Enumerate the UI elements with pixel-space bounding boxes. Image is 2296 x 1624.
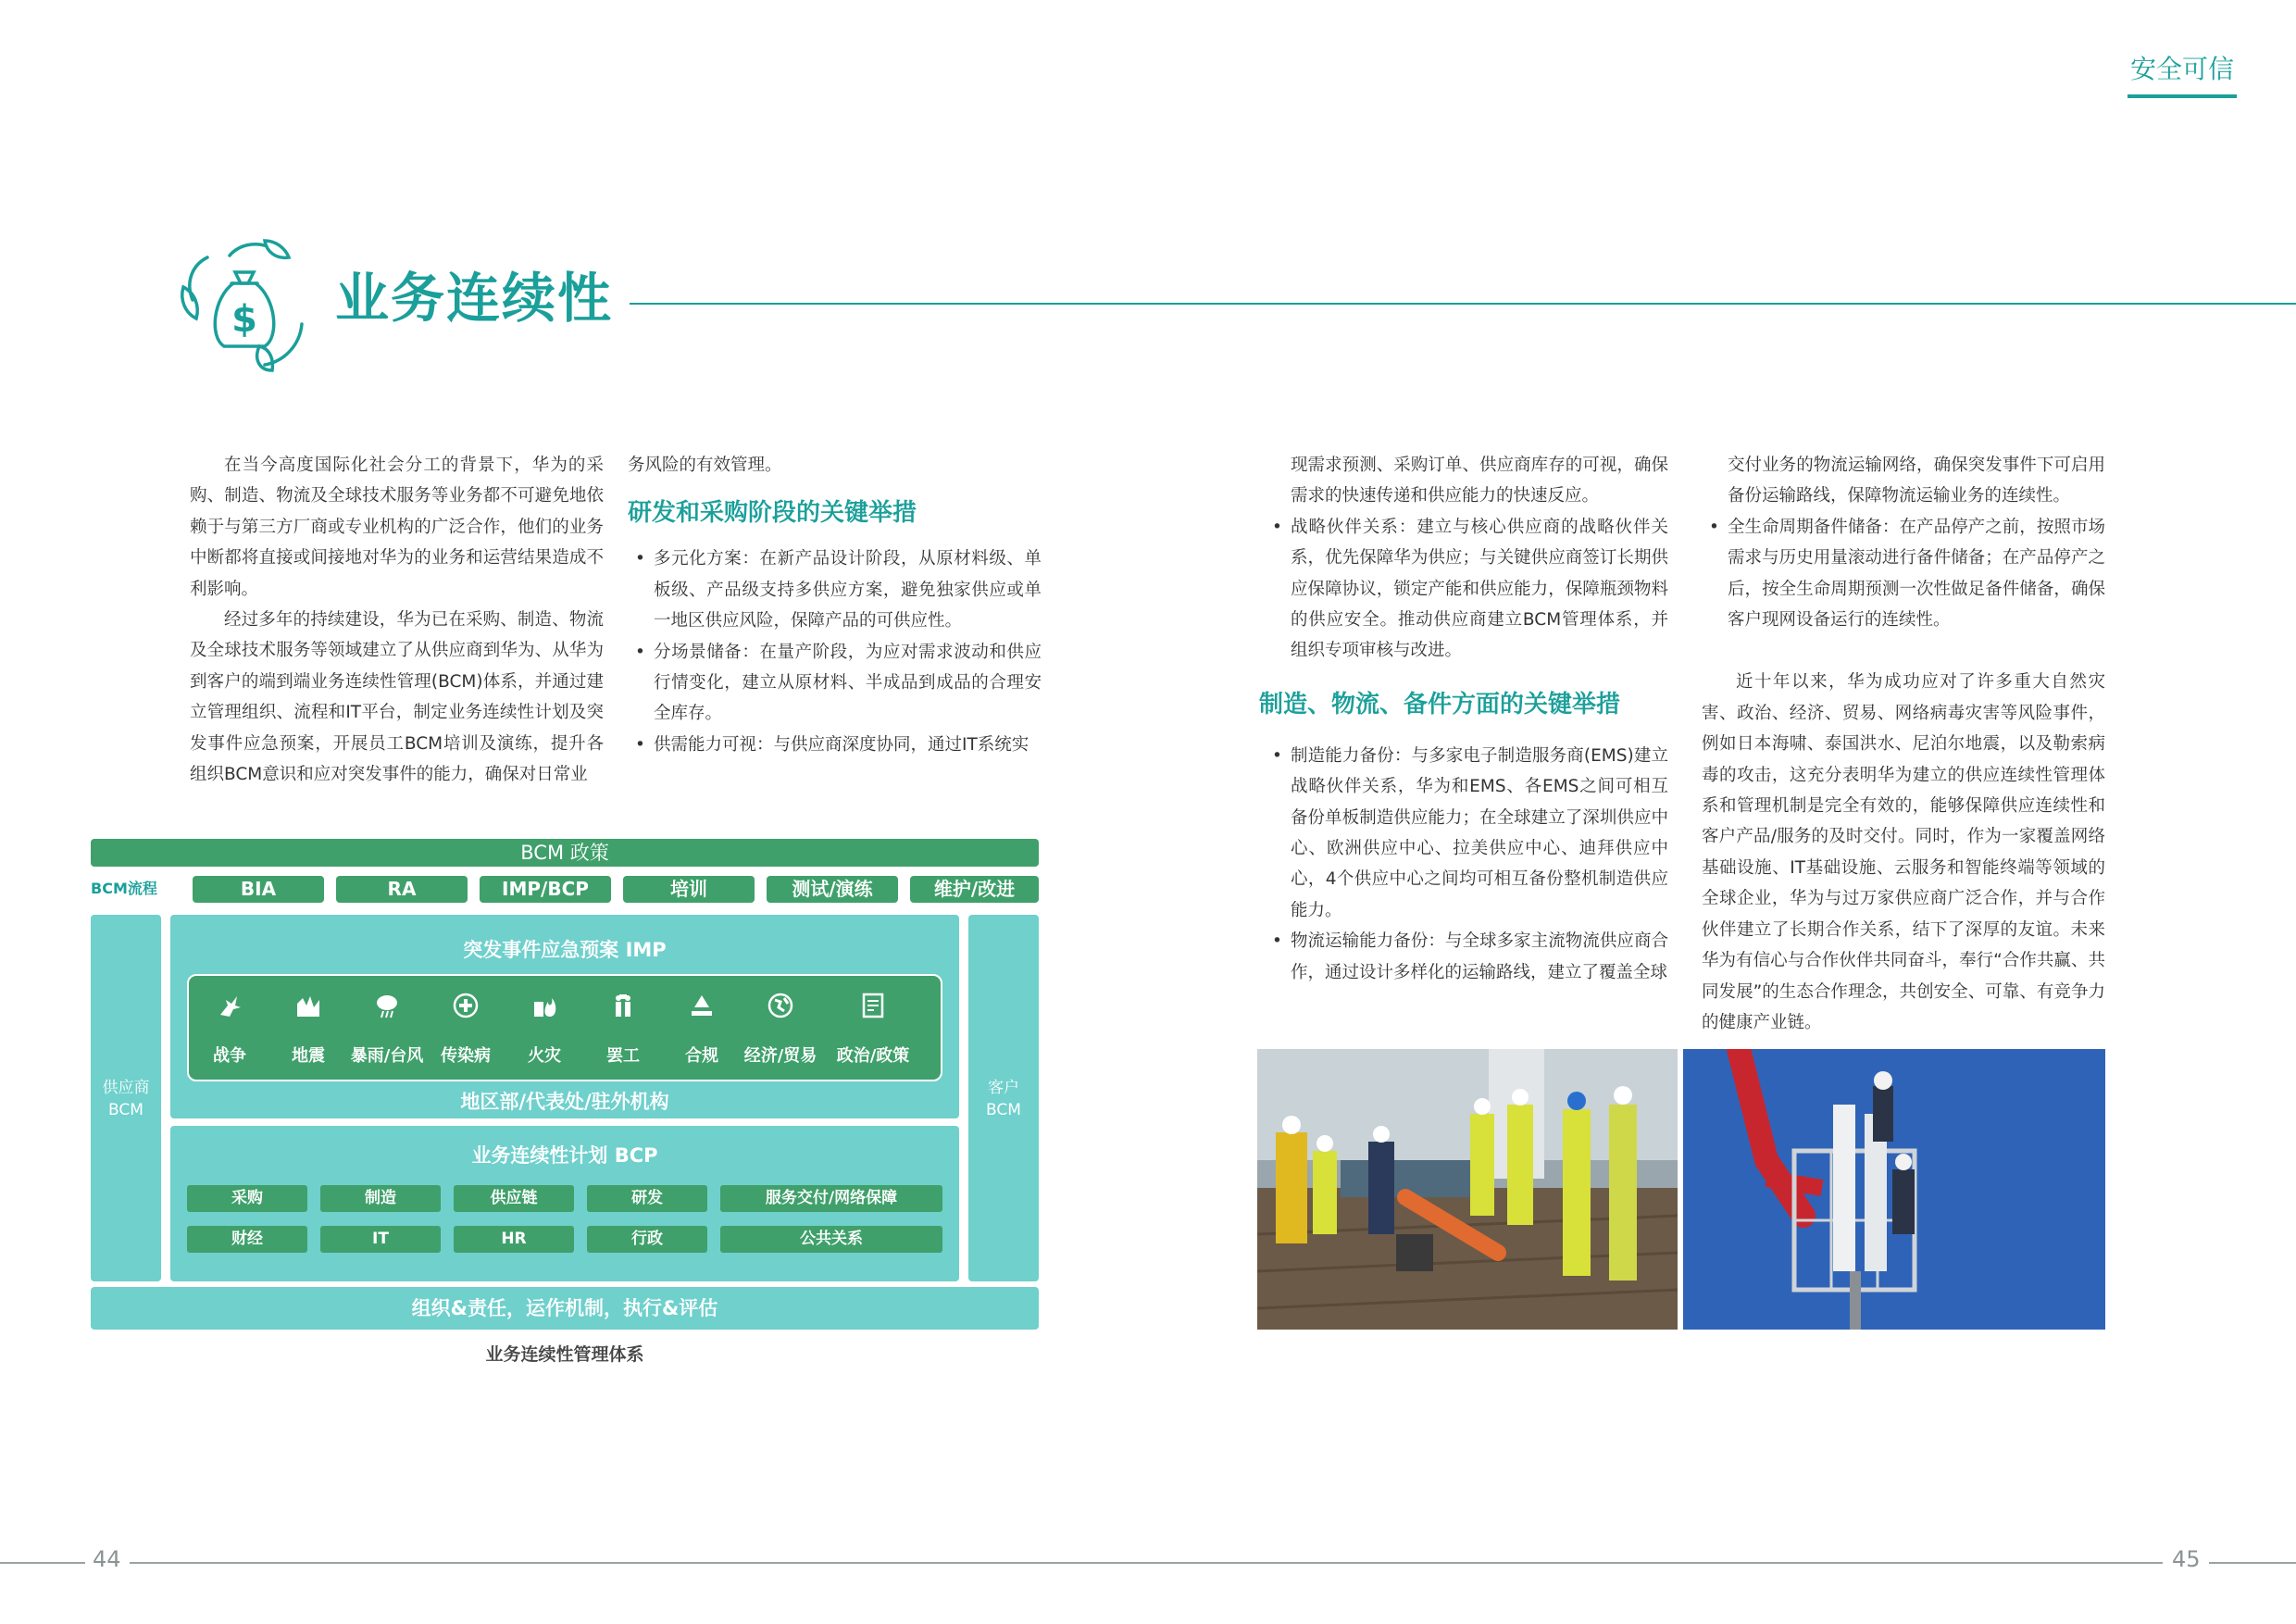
customer-bcm-label: BCM xyxy=(986,1101,1021,1119)
process-imp-bcp: IMP/BCP xyxy=(480,876,611,903)
event-epidemic: 传染病 xyxy=(429,976,503,1078)
bcp-it: IT xyxy=(320,1226,441,1253)
imp-panel xyxy=(170,915,959,1118)
list-item: • 物流运输能力备份：与全球多家主流物流供应商合作，通过设计多样化的运输路线，建立了覆盖全球 xyxy=(1265,926,1668,988)
customer-label: 客户 xyxy=(988,1079,1019,1097)
rd-list xyxy=(628,543,1042,760)
svg-text:$: $ xyxy=(231,298,257,341)
document-icon xyxy=(860,993,886,1018)
globe-icon xyxy=(767,993,793,1018)
bcm-diagram xyxy=(91,839,1039,1330)
bcp-panel xyxy=(170,1126,959,1281)
list-item: • 分场景储备：在量产阶段，为应对需求波动和供应行情变化，建立从原材料、半成品到成品的合理安全库存。 xyxy=(628,637,1042,730)
event-storm: 暴雨/台风 xyxy=(350,976,424,1078)
bcp-manufacturing: 制造 xyxy=(320,1185,441,1212)
event-economy: 经济/贸易 xyxy=(743,976,817,1078)
event-box xyxy=(187,974,942,1081)
bcp-title: 业务连续性计划 BCP xyxy=(471,1144,658,1167)
regional-label: 地区部/代表处/驻外机构 xyxy=(460,1091,669,1113)
heading-rd-procurement: 研发和采购阶段的关键举措 xyxy=(628,499,917,528)
list-item: • 多元化方案：在新产品设计阶段，从原材料级、单板级、产品级支持多供应方案，避免独家供应或单一地区供应风险，保障产品的可供应性。 xyxy=(628,543,1042,636)
bcm-process-label: BCM流程 xyxy=(91,880,157,897)
process-maintenance: 维护/改进 xyxy=(910,876,1039,903)
list-item: • 供需能力可视：与供应商深度协同，通过IT系统实 xyxy=(628,730,1042,760)
bcp-public-relations: 公共关系 xyxy=(720,1226,942,1253)
paragraph-intro: 在当今高度国际化社会分工的背景下，华为的采购、制造、物流及全球技术服务等业务都不可避免地依赖于与第三方厂商或专业机构的广泛合作，他们的业务中断都将直接或间接地对华为的业务和运营结果造成不利影响。 xyxy=(190,456,604,599)
paragraph-bcm: 经过多年的持续建设，华为已在采购、制造、物流及全球技术服务等领域建立了从供应商到华为、从华为到客户的端到端业务连续性管理(BCM)体系，并通过建立管理组织、流程和IT平台，制定业务连续性计划及突发事件应急预案，开展员工BCM培训及演练，提升各组织BCM意识和应对突发事件的能力，确保对日常业 xyxy=(190,610,604,785)
supplier-bcm-label: BCM xyxy=(108,1101,144,1119)
bcp-service-delivery: 服务交付/网络保障 xyxy=(720,1185,942,1212)
event-war: 战争 xyxy=(193,976,267,1078)
page-title: 业务连续性 xyxy=(335,267,614,330)
event-earthquake: 地震 xyxy=(271,976,345,1078)
organization-bar: 组织&责任，运作机制，执行&评估 xyxy=(91,1287,1039,1330)
event-fire: 火灾 xyxy=(507,976,581,1078)
medical-cross-icon xyxy=(453,993,479,1018)
page-number-left: 44 xyxy=(93,1546,121,1572)
process-training: 培训 xyxy=(623,876,755,903)
bcp-hr: HR xyxy=(454,1226,574,1253)
imp-title: 突发事件应急预案 IMP xyxy=(463,939,667,961)
title-rule xyxy=(630,303,2296,305)
heading-manufacturing: 制造、物流、备件方面的关键举措 xyxy=(1259,690,1621,718)
supplier-bcm xyxy=(91,915,161,1281)
partner-list xyxy=(1265,512,1668,667)
list-item: • 全生命周期备件储备：在产品停产之前，按照市场需求与历史用量滚动进行备件储备；在产品停产之后，按全生命周期预测一次性做足备件储备，确保客户现网设备运行的连续性。 xyxy=(1702,512,2105,636)
bcm-policy-bar: BCM 政策 xyxy=(91,839,1039,867)
process-bia: BIA xyxy=(193,876,324,903)
list-item: • 战略伙伴关系：建立与核心供应商的战略伙伴关系，优先保障华为供应；与关键供应商签订长期供应保障协议，锁定产能和供应能力，保障瓶颈物料的供应安全。推动供应商建立BCM管理体系，并组织专项审核与改进。 xyxy=(1265,512,1668,667)
page-number-right: 45 xyxy=(2172,1546,2201,1572)
bcp-finance: 财经 xyxy=(187,1226,307,1253)
event-strike: 罢工 xyxy=(586,976,660,1078)
text-column-2 xyxy=(628,450,1042,760)
text-column-3 xyxy=(1259,450,1668,988)
paragraph-continued: 交付业务的物流运输网络，确保突发事件下可启用备份运输路线，保障物流运输业务的连续性。 xyxy=(1728,456,2105,506)
strike-icon xyxy=(610,993,636,1018)
supplier-label: 供应商 xyxy=(102,1079,150,1097)
manufacturing-list xyxy=(1265,741,1668,988)
bcp-admin: 行政 xyxy=(587,1226,707,1253)
section-tag: 安全可信 xyxy=(2128,54,2237,98)
fire-icon xyxy=(531,993,557,1018)
diagram-caption: 业务连续性管理体系 xyxy=(485,1344,644,1365)
bcp-rd: 研发 xyxy=(587,1185,707,1212)
earthquake-icon xyxy=(295,993,321,1018)
process-testing: 测试/演练 xyxy=(767,876,898,903)
footer-rule xyxy=(130,1562,2163,1564)
paragraph-summary: 近十年以来，华为成功应对了许多重大自然灾害、政治、经济、贸易、网络病毒灾害等风险事件，例如日本海啸、泰国洪水、尼泊尔地震，以及勒索病毒的攻击，这充分表明华为建立的供应连续性管理体系和管理机制是完全有效的，能够保障供应连续性和客户产品/服务的及时交付。同时，作为一家覆盖网络基础设施、IT基础设施、云服务和智能终端等领域的全球企业，华为与过万家供应商广泛合作，并与合作伙伴建立了长期合作关系，结下了深厚的友谊。未来华为有信心与合作伙伴共同奋斗，奉行“合作共赢、共同发展”的生态合作理念，共创安全、可靠、有竞争力的健康产业链。 xyxy=(1702,672,2105,1032)
explosion-icon xyxy=(217,993,243,1018)
process-ra: RA xyxy=(336,876,468,903)
storm-cloud-icon xyxy=(374,993,400,1018)
spare-parts-list xyxy=(1702,512,2105,636)
list-item: • 制造能力备份：与多家电子制造服务商(EMS)建立战略伙伴关系，华为和EMS、各EMS之间可相互备份单板制造供应能力；在全球建立了深圳供应中心、欧洲供应中心、拉美供应中心、迪拜供应中心，4个供应中心之间均可相互备份整机制造供应能力。 xyxy=(1265,741,1668,926)
footer-rule-left-start xyxy=(0,1562,85,1564)
event-compliance: 合规 xyxy=(665,976,739,1078)
paragraph-continued: 现需求预测、采购订单、供应商库存的可视，确保需求的快速传递和供应能力的快速反应。 xyxy=(1291,456,1668,506)
ship-deck-photo xyxy=(1257,1049,1678,1330)
compliance-icon xyxy=(689,993,715,1018)
text-column-4 xyxy=(1702,450,2105,1038)
event-politics: 政治/政策 xyxy=(822,976,924,1078)
footer-rule-right-end xyxy=(2209,1562,2296,1564)
money-bag-icon xyxy=(176,235,315,374)
customer-bcm xyxy=(968,915,1039,1281)
bcp-supply-chain: 供应链 xyxy=(454,1185,574,1212)
telecom-tower-photo xyxy=(1683,1049,2105,1330)
paragraph-continued: 务风险的有效管理。 xyxy=(628,456,782,475)
bcp-procurement: 采购 xyxy=(187,1185,307,1212)
text-column-1 xyxy=(190,450,604,790)
